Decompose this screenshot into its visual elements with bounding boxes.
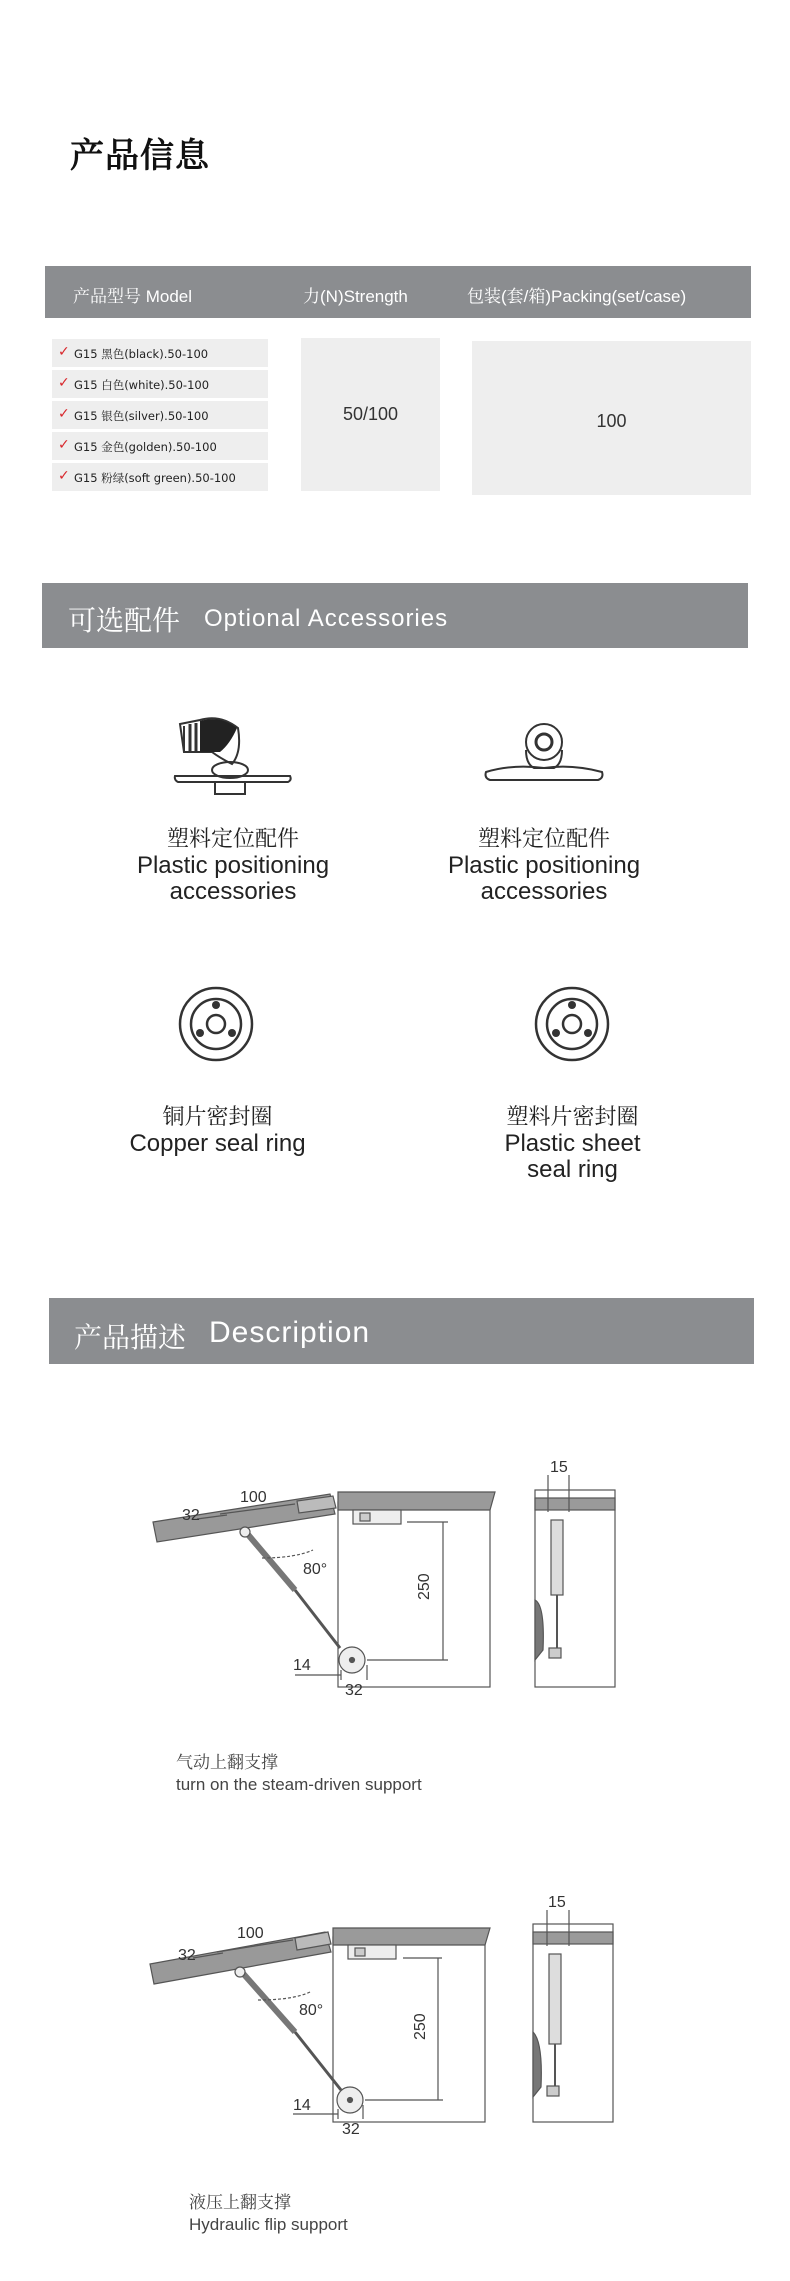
accessories-banner [42,583,748,648]
check-icon: ✓ [58,374,70,390]
dimension-label: 14 [293,2097,311,2114]
model-name: G15 银色(silver).50-100 [74,409,209,423]
check-icon: ✓ [58,343,70,359]
plastic-positioning-accessory-icon [482,720,606,790]
accessory-name-zh: 塑料定位配件 [166,827,299,852]
dimension-label: 14 [293,1657,311,1674]
description-banner [49,1298,754,1364]
dimension-label: 250 [412,2013,429,2040]
accessory-item [455,1100,690,1183]
dimension-label: 100 [237,1925,264,1942]
model-row [52,339,268,367]
model-row [52,401,268,429]
diagram-caption [176,1752,422,1796]
dimension-label: 250 [416,1573,433,1600]
dimension-label: 15 [548,1894,566,1911]
strength-column-header: 力(N)Strength [303,287,408,306]
dimension-label: 32 [345,1682,363,1699]
accessory-name-en: accessories [480,878,608,905]
plastic-sheet-seal-ring-icon [532,984,612,1064]
angle-label: 80° [299,2002,324,2019]
accessories-banner-zh: 可选配件 [68,604,181,637]
check-icon: ✓ [58,467,70,483]
dimension-label: 32 [178,1947,196,1964]
accessories-banner-en: Optional Accessories [204,605,449,632]
strength-cell [301,338,440,491]
accessory-name-zh: 塑料片密封圈 [506,1105,639,1130]
accessory-name-en: accessories [169,878,297,905]
dimension-label: 15 [550,1459,568,1476]
installation-diagram [145,1882,645,2172]
page-title: 产品信息 [70,136,210,176]
accessory-name-en: Plastic positioning [136,852,330,879]
caption-en: turn on the steam-driven support [176,1775,422,1794]
accessory-name-en: Plastic positioning [447,852,641,879]
check-icon: ✓ [58,436,70,452]
accessory-name-zh: 铜片密封圈 [162,1105,273,1130]
caption-zh: 气动上翻支撑 [176,1753,278,1772]
accessory-name-en: Copper seal ring [129,1130,306,1157]
dimension-label: 32 [342,2121,360,2138]
model-row [52,432,268,460]
caption-zh: 液压上翻支撑 [189,2193,291,2212]
plastic-positioning-accessory-icon [170,712,300,802]
model-name: G15 黑色(black).50-100 [74,347,209,361]
model-row [52,463,268,491]
dimension-label: 100 [240,1489,267,1506]
model-name: G15 白色(white).50-100 [74,378,210,392]
diagram-caption [189,2192,348,2236]
spec-table-header [45,266,751,318]
description-banner-en: Description [209,1316,371,1349]
dimension-label: 32 [182,1507,200,1524]
packing-column-header: 包装(套/箱)Packing(set/case) [467,287,687,306]
copper-seal-ring-icon [176,984,256,1064]
caption-en: Hydraulic flip support [189,2215,348,2234]
packing-cell [472,341,751,495]
model-name: G15 金色(golden).50-100 [74,440,217,454]
check-icon: ✓ [58,405,70,421]
angle-label: 80° [303,1561,328,1578]
packing-value: 100 [596,411,627,431]
model-column-header: 产品型号 Model [73,287,193,306]
accessory-name-en: Plastic sheet [504,1130,641,1157]
accessory-item [100,1100,335,1157]
description-banner-zh: 产品描述 [74,1321,187,1354]
installation-diagram [145,1450,645,1740]
accessory-name-en: seal ring [527,1156,618,1183]
accessory-item [118,822,348,905]
model-name: G15 粉绿(soft green).50-100 [74,471,236,485]
strength-value: 50/100 [342,404,399,424]
accessory-item [429,822,659,905]
accessory-name-zh: 塑料定位配件 [477,827,610,852]
model-row [52,370,268,398]
